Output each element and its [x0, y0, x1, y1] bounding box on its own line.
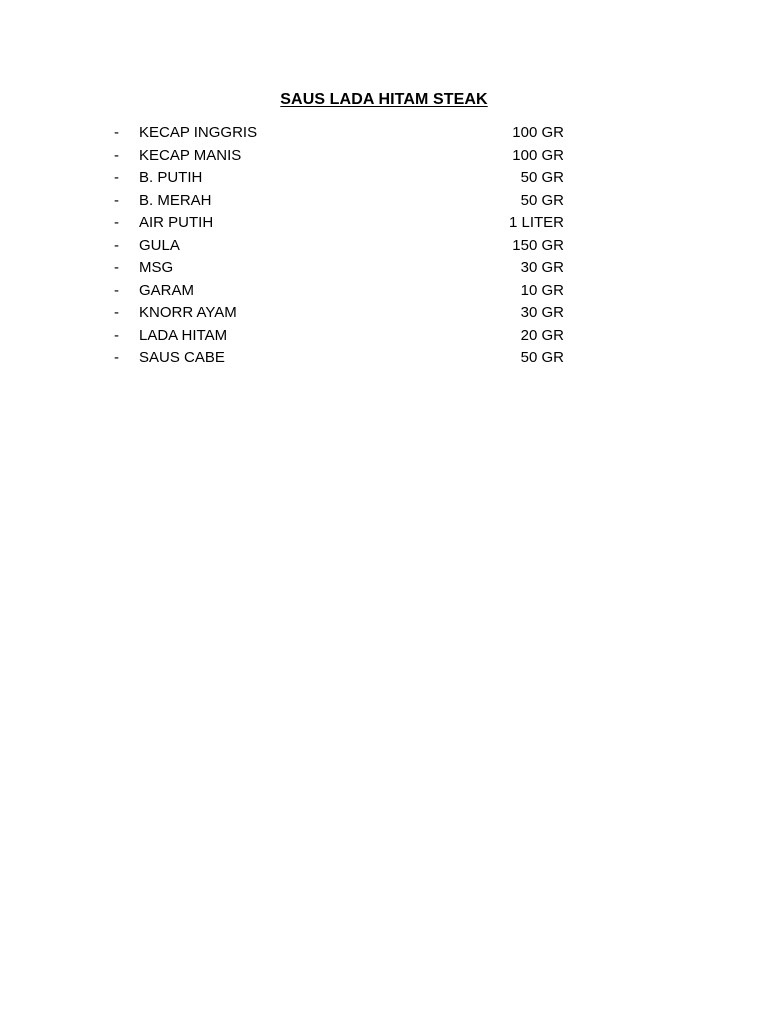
list-bullet: - [114, 259, 119, 276]
ingredient-name: AIR PUTIH [139, 214, 214, 231]
list-bullet: - [114, 124, 119, 141]
ingredient-amount: 50 GR [520, 349, 564, 366]
ingredient-amount: 30 GR [520, 304, 564, 321]
ingredient-amount: 100 GR [512, 146, 564, 164]
list-item [0, 235, 768, 258]
list-item [0, 347, 768, 370]
ingredient-name: GULA [139, 236, 180, 254]
list-bullet: - [114, 304, 119, 321]
ingredient-name: SAUS CABE [139, 349, 225, 366]
page-title [0, 89, 768, 111]
list-bullet: - [114, 191, 119, 209]
ingredient-name: GARAM [139, 281, 195, 299]
list-bullet: - [114, 326, 119, 344]
ingredient-name: LADA HITAM [139, 326, 228, 344]
ingredient-name: B. MERAH [139, 191, 212, 209]
ingredient-name: MSG [139, 259, 174, 276]
list-item [0, 325, 768, 348]
ingredient-amount: 20 GR [520, 326, 564, 344]
list-bullet: - [114, 349, 119, 366]
ingredient-name: KNORR AYAM [139, 304, 237, 321]
ingredient-list [0, 122, 768, 370]
list-item [0, 145, 768, 168]
ingredient-name: KECAP INGGRIS [139, 124, 258, 141]
list-item [0, 212, 768, 235]
list-item [0, 190, 768, 213]
ingredient-amount: 150 GR [512, 236, 564, 254]
list-bullet: - [114, 169, 119, 186]
list-bullet: - [114, 281, 119, 299]
ingredient-amount: 100 GR [512, 124, 564, 141]
list-item [0, 122, 768, 145]
ingredient-name: B. PUTIH [139, 169, 203, 186]
list-item [0, 302, 768, 325]
ingredient-amount: 1 LITER [508, 214, 564, 231]
list-bullet: - [114, 214, 119, 231]
list-item [0, 257, 768, 280]
page-title-text: SAUS LADA HITAM STEAK [280, 91, 488, 108]
list-bullet: - [114, 236, 119, 254]
list-item [0, 280, 768, 303]
ingredient-amount: 50 GR [520, 191, 564, 209]
ingredient-amount: 10 GR [520, 281, 564, 299]
list-item [0, 167, 768, 190]
ingredient-amount: 30 GR [520, 259, 564, 276]
list-bullet: - [114, 146, 119, 164]
ingredient-amount: 50 GR [520, 169, 564, 186]
ingredient-name: KECAP MANIS [139, 146, 242, 164]
